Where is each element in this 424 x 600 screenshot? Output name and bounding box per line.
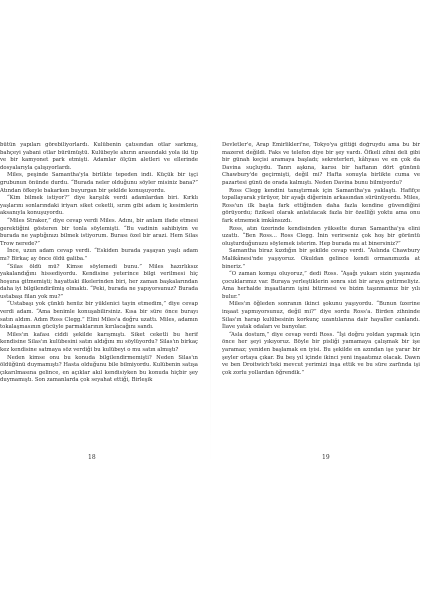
right-paragraph: Miles'ın öğleden sonranın ikinci şokunu yaşıyordu. “Bunun üzerine inşaat yapmıyorsunuz, değil mi?” diye sordu Ross'a. Birden zihninde Silas'ın harap kulübesinin korkunç uzantılarına dair hayaller canlandı. İlave yatak odaları ve banyolar.: [222, 301, 420, 331]
right-paragraph: “O zaman komşu oluyoruz,” dedi Ross. “Aşağı yukarı sizin yaşınızda çocuklarımız var. Buraya yerleştiklerin sonra sizi bir araya getirmeliyiz. Ama herhalde inşaatlarım işini bitirmesi ve bizim taşınmamız bir yılı bulur.”: [222, 271, 420, 300]
left-paragraph: bütün yapıları görebiliyorlardı. Kulübenin çatısından otlar sarkmış, bahçeyi yabani otlar bürümüştü. Kulübeyle ahırın arasındaki yola iki tip ve bir kamyonet park etmişti. Adamlar ölçüm aletleri ve ellerinde dosyalarıyla çalışıyorlardı.: [0, 142, 198, 171]
left-paragraph: İnce, uzun adam cevap verdi. “Eskiden burada yaşayan yaşlı adam mı? Birkaç ay önce öldü galiba.”: [0, 248, 198, 262]
right-paragraph: Samantha biraz kızdığın bir şekilde cevap verdi. “Aslında Chawbury Malikânesi'nde yaşıyoruz. Okuldan gelince kendi ormanımızda at bineriz.”: [222, 248, 420, 270]
left-paragraph: “Ustabaşı yok çünkü henüz bir yüklenici tayin etmedim,” diye cevap verdi adam. “Ama benimle konuşabilirsiniz. Kısa bir süre önce burayı satın aldım. Adım Ross Clegg.” Elini Miles'a doğru uzattı. Miles, adamın tokalaşmasının gücüyle parmaklarının kırılacağını sandı.: [0, 301, 198, 331]
right-paragraph: “Asla dostum,” diye cevap verdi Ross. “İşi doğru yoldan yapmak için önce her şeyi yıkıyoruz. Böyle bir pisliği yamamaya çalışmak bir işe yaramaz; yeniden başlamak en iyisi. Bu şekilde en azından işe yarar bir şeyler ortaya çıkar. Bu beş yıl içinde ikinci yeni inşaatımız olacak. Dawn ve ben Droitwich'teki mevcut yerimizi inşa ettik ve bu süre zarfında işi çok zorlu yollardan öğrendik.”: [222, 331, 420, 376]
right-paragraph: Ross, atın üzerinde kendisinden yükselte duran Samantha'ya elini uzattı. “Ben Ross... Ross Clegg. İnin verirseniz çok hoş bir görüntü oluşturduğunuzu söylemek isterim. Hep burada mı at binersiniz?”: [222, 225, 420, 247]
page-gutter: [210, 130, 211, 470]
left-paragraph: Neden kimse onu bu konuda bilgilendirmemişti? Neden Silas'ın öldüğünü duymamıştı? Hasta olduğunu bile bilmiyordu. Kulübenin satışa çıkarılmasına gelince, en açıklar akıl kendisiyken bu konuda hiçbir şey duymamıştı. Son zamanlarda çok seyahat ettiği, Birleşik: [0, 354, 198, 384]
right-paragraph: Ross Clegg kendini tanıştırmak için Samantha'ya yaklaştı. Hafifçe topallayarak yürüyor, bir ayağı diğerinin arkasından sürünüyordu. Miles, Ross'un ilk başta fark ettiğinden daha fazla kendine güvendiğini görüyordu; fiziksel olarak anlatılacak fazla bir özelliği yoktu ama onu fark etmemek imkânsızdı.: [222, 187, 420, 224]
left-page: [0, 142, 198, 442]
right-paragraph: Devletler'e, Arap Emirlikleri'ne, Tokyo'ya gittiği doğruydu ama bu bir mazeret değildi. Faks ve telefon diye bir şey vardı. Öfkeli zihni deli gibi bir günah keçisi aramaya başladı; sekreterleri, kâhyası ve en çok da Davina suçluydu. Tanrı aşkına, karısı bir haftanın dört gününü Chawbury'de geçirmişti, değil mi? Hafta sonuyla birlikte cuma ve pazartesi günü de orada kalmıştı. Neden Davina bunu bilmiyordu?: [222, 142, 420, 186]
right-page: [222, 142, 420, 442]
right-page-number: 19: [322, 454, 330, 461]
left-paragraph: “Miles Straker,” diye cevap verdi Miles. Adını, bir anlam ifade etmesi gerektiğini gösteren bir tonla söylemişti. “Bu vadinin sahibiyim ve burada ne yaptığınızı bilmek istiyorum. Burası özel bir arazi. Hem Silas Trow nerede?”: [0, 217, 198, 247]
left-paragraph: Miles, peşinde Samantha'yla birlikte tepeden indi. Küçük bir işçi grubunun önünde durdu. “Burada neler olduğunu söyler misiniz bana?” Atından öfkeyle bakarken buyurgan bir şekilde konuşuyordu.: [0, 172, 198, 194]
left-paragraph: “Silas öldü mü? Kimse söylemedi bunu.” Miles hazırlıksız yakalandığını hissediyordu. Kendisine yeterince bilgi verilmesi hiç hoşuna gitmemişti; hayattaki ilkelerinden biri, her zaman başkalarından daha iyi bilgilendirilmiş olmaktı. “Peki, burada ne yapıyorsunuz? Burada ustabaşı filan yok mu?”: [0, 263, 198, 300]
left-paragraph: “Kim bilmek istiyor?” diye karşılık verdi adamlardan biri. Kırklı yaşlarını sonlarındaki iriyarı siket ceketli, sırım gibi adam iç kesimlerin aksanıyla konuşuyordu.: [0, 195, 198, 217]
left-paragraph: Miles'ın kafası ciddi şekilde karışmıştı. Siket ceketli bu herif kendisine Silas'ın kulübesini satın aldığını mı söylüyordu? Silas'ın birkaç kez kendisine satmaya söz verdiği bu kulübeyi o mu satın almıştı?: [0, 331, 198, 354]
left-page-number: 18: [88, 454, 96, 461]
